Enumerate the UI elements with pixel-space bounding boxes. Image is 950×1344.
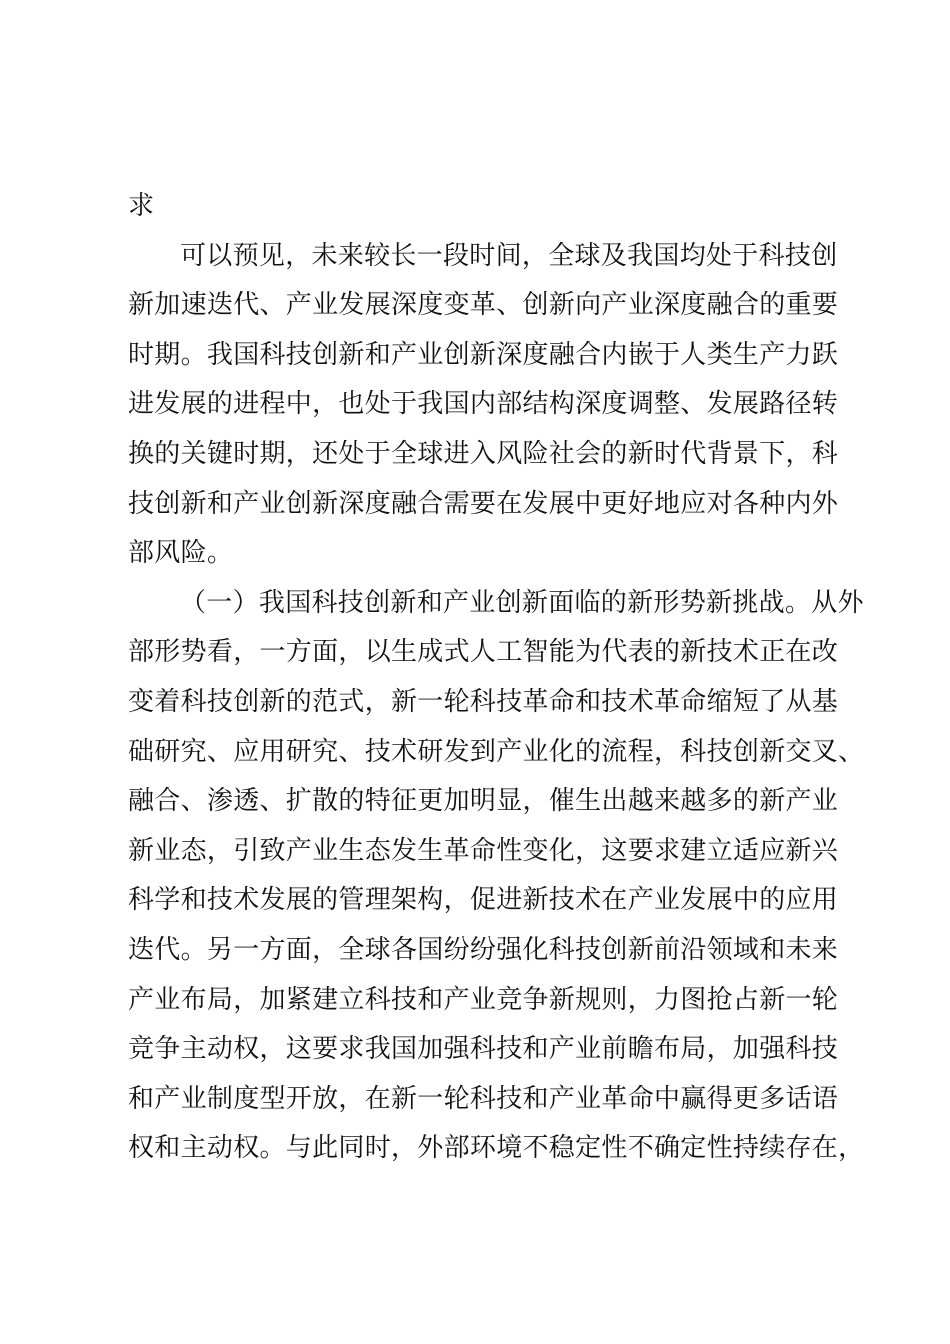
text-line: 融合、渗透、扩散的特征更加明显，催生出越来越多的新产业 <box>128 786 839 817</box>
text-line: 权和主动权。与此同时，外部环境不稳定性不确定性持续存在， <box>128 1133 865 1164</box>
text-line: 技创新和产业创新深度融合需要在发展中更好地应对各种内外 <box>128 488 839 519</box>
text-line: 部风险。 <box>128 538 234 569</box>
text-line: 竞争主动权，这要求我国加强科技和产业前瞻布局，加强科技 <box>128 1034 839 1065</box>
text-line: 产业布局，加紧建立科技和产业竞争新规则，力图抢占新一轮 <box>128 984 839 1015</box>
text-line: 部形势看，一方面，以生成式人工智能为代表的新技术正在改 <box>128 637 839 668</box>
text-line: 时期。我国科技创新和产业创新深度融合内嵌于人类生产力跃 <box>128 339 839 370</box>
body-text <box>128 182 865 1174</box>
text-line: 迭代。另一方面，全球各国纷纷强化科技创新前沿领域和未来 <box>128 934 839 965</box>
text-line-continuation: 求 <box>128 191 155 221</box>
text-line-section-heading: （一）我国科技创新和产业创新面临的新形势新挑战。从外 <box>180 587 864 618</box>
text-line: 新加速迭代、产业发展深度变革、创新向产业深度融合的重要 <box>128 290 839 321</box>
text-line: 换的关键时期，还处于全球进入风险社会的新时代背景下，科 <box>128 438 839 469</box>
text-line-paragraph-start: 可以预见，未来较长一段时间，全球及我国均处于科技创 <box>180 240 838 271</box>
text-line: 进发展的进程中，也处于我国内部结构深度调整、发展路径转 <box>128 389 839 420</box>
text-line: 科学和技术发展的管理架构，促进新技术在产业发展中的应用 <box>128 885 839 916</box>
text-line: 新业态，引致产业生态发生革命性变化，这要求建立适应新兴 <box>128 835 839 866</box>
text-line: 变着科技创新的范式，新一轮科技革命和技术革命缩短了从基 <box>128 686 839 717</box>
text-line: 础研究、应用研究、技术研发到产业化的流程，科技创新交叉、 <box>128 736 865 767</box>
text-line: 和产业制度型开放，在新一轮科技和产业革命中赢得更多话语 <box>128 1083 839 1114</box>
